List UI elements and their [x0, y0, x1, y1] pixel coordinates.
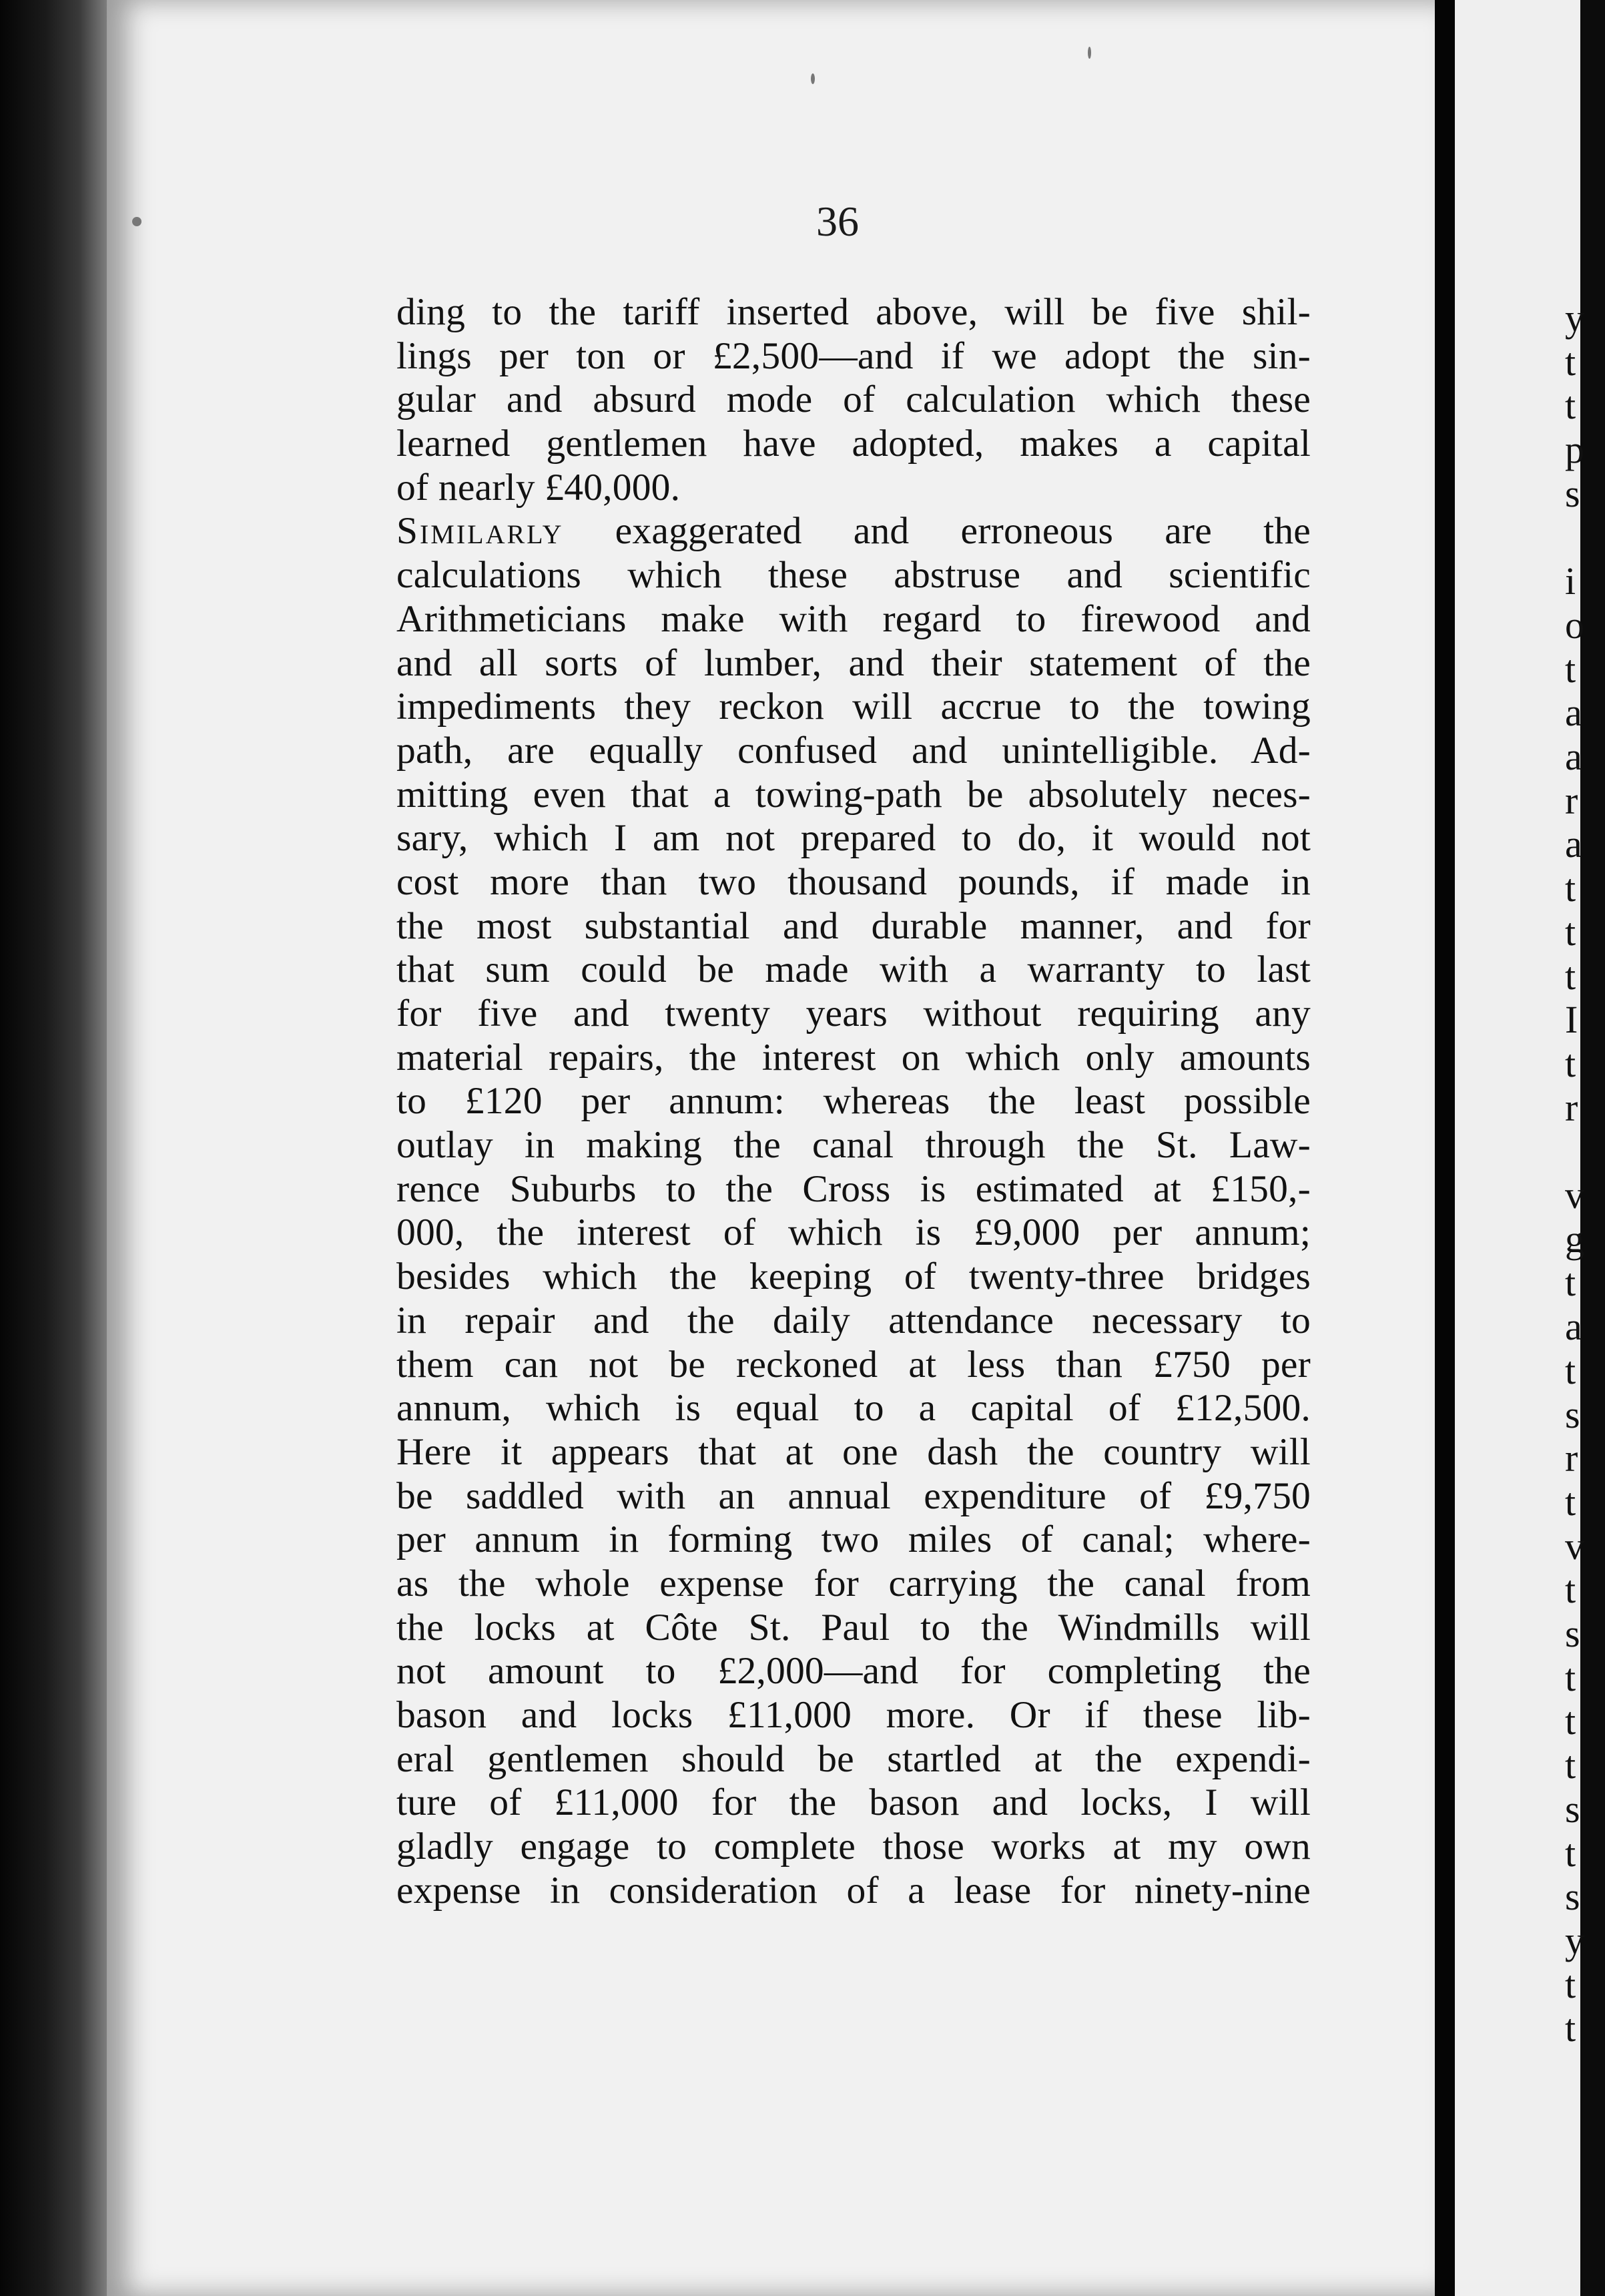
text-line: and all sorts of lumber, and their statement of the	[396, 641, 1311, 684]
text-line: expense in consideration of a lease for ninety-nine	[396, 1869, 1311, 1912]
body-text	[396, 290, 1311, 1912]
text-line: rence Suburbs to the Cross is estimated at £150,-	[396, 1167, 1311, 1210]
text-line: for five and twenty years without requiring any	[396, 992, 1311, 1035]
adjacent-page-letter: y	[1565, 1918, 1584, 1962]
adjacent-page-letter: t	[1565, 1261, 1576, 1305]
text-line: ding to the tariff inserted above, will be five shil-	[396, 291, 1311, 333]
paragraph-first-line	[396, 509, 1311, 553]
paper-speck	[811, 73, 815, 84]
adjacent-page-letter: v	[1565, 1524, 1584, 1568]
text-line: in repair and the daily attendance necessary to	[396, 1299, 1311, 1342]
text-line: eral gentlemen should be startled at the expendi-	[396, 1737, 1311, 1780]
paper-speck	[132, 217, 141, 226]
adjacent-page-letter: s	[1565, 471, 1580, 515]
text-line: the most substantial and durable manner, and for	[396, 904, 1311, 947]
adjacent-page-letter: t	[1565, 1699, 1576, 1743]
text-line: cost more than two thousand pounds, if made in	[396, 860, 1311, 903]
text-line: besides which the keeping of twenty-three bridges	[396, 1255, 1311, 1298]
adjacent-page-letter: t	[1565, 2006, 1576, 2050]
adjacent-page-letter: t	[1565, 1568, 1576, 1612]
adjacent-page-edge	[1455, 0, 1584, 2296]
text-line: not amount to £2,000—and for completing the	[396, 1650, 1311, 1693]
text-line: annum, which is equal to a capital of £12,500.	[396, 1387, 1311, 1430]
text-line: to £120 per annum: whereas the least possible	[396, 1080, 1311, 1123]
adjacent-page-letter: t	[1565, 647, 1576, 691]
text-line: the locks at Côte St. Paul to the Windmills will	[396, 1606, 1311, 1649]
adjacent-page-letter: a	[1565, 691, 1582, 735]
adjacent-page-letter: v	[1565, 1173, 1584, 1217]
text-line: sary, which I am not prepared to do, it would not	[396, 817, 1311, 860]
text-line: bason and locks £11,000 more. Or if these lib-	[396, 1694, 1311, 1736]
text-line: learned gentlemen have adopted, makes a capital	[396, 422, 1311, 465]
adjacent-page-letter: s	[1565, 1612, 1580, 1655]
adjacent-page-letter: t	[1565, 384, 1576, 428]
text-line: that sum could be made with a warranty to last	[396, 948, 1311, 991]
adjacent-page-letter: r	[1565, 1436, 1578, 1480]
adjacent-page-letter: g	[1565, 1217, 1584, 1261]
adjacent-page-letters	[1565, 0, 1605, 2296]
adjacent-page-letter: t	[1565, 1348, 1576, 1392]
page-gutter	[1435, 0, 1455, 2296]
text-line: be saddled with an annual expenditure of £9,750	[396, 1474, 1311, 1517]
text-line: 000, the interest of which is £9,000 per annum;	[396, 1211, 1311, 1254]
adjacent-page-letter: s	[1565, 1392, 1580, 1436]
adjacent-page-letter: i	[1565, 559, 1576, 603]
adjacent-page-letter: s	[1565, 1787, 1580, 1831]
adjacent-page-letter: I	[1565, 998, 1578, 1042]
text-line: ture of £11,000 for the bason and locks, I will	[396, 1781, 1311, 1824]
adjacent-page-letter: t	[1565, 1480, 1576, 1524]
paragraph-opening-word: Similarly	[396, 510, 564, 553]
adjacent-page-letter: a	[1565, 735, 1582, 778]
adjacent-page-letter: r	[1565, 1085, 1578, 1129]
page-number: 36	[816, 198, 859, 245]
text-line: of nearly £40,000.	[396, 466, 681, 509]
text-line: as the whole expense for carrying the canal from	[396, 1562, 1311, 1605]
adjacent-page-letter: t	[1565, 1831, 1576, 1875]
adjacent-page-letter: a	[1565, 822, 1582, 866]
text-line: lings per ton or £2,500—and if we adopt the sin-	[396, 334, 1311, 377]
text-line: them can not be reckoned at less than £750 per	[396, 1343, 1311, 1386]
adjacent-page-letter: r	[1565, 778, 1578, 822]
adjacent-page-letter: t	[1565, 1655, 1576, 1699]
adjacent-page-letter: t	[1565, 1743, 1576, 1787]
text-line: gladly engage to complete those works at my own	[396, 1825, 1311, 1868]
paper-speck	[1088, 47, 1091, 59]
adjacent-page-letter: y	[1565, 296, 1584, 340]
adjacent-page-letter: t	[1565, 1041, 1576, 1085]
adjacent-page-letter: p	[1565, 428, 1584, 472]
text-line: outlay in making the canal through the St. Law-	[396, 1124, 1311, 1167]
text-line: per annum in forming two miles of canal; where-	[396, 1518, 1311, 1561]
text-line-rest: exaggerated and erroneous are the	[615, 510, 1311, 553]
adjacent-page-letter: t	[1565, 910, 1576, 954]
text-line: mitting even that a towing-path be absolutely neces-	[396, 773, 1311, 816]
adjacent-page-letter: a	[1565, 1305, 1582, 1349]
adjacent-page-letter: s	[1565, 1875, 1580, 1919]
text-line: Here it appears that at one dash the country will	[396, 1430, 1311, 1473]
adjacent-page-letter: t	[1565, 340, 1576, 384]
adjacent-page-letter: t	[1565, 866, 1576, 910]
text-line: calculations which these abstruse and scientific	[396, 554, 1311, 597]
text-line: path, are equally confused and unintelligible. Ad-	[396, 729, 1311, 772]
adjacent-page-letter: t	[1565, 1962, 1576, 2006]
text-line: Arithmeticians make with regard to firewood and	[396, 597, 1311, 640]
text-line: material repairs, the interest on which only amounts	[396, 1036, 1311, 1079]
text-line: gular and absurd mode of calculation which these	[396, 378, 1311, 421]
adjacent-page-letter: o	[1565, 603, 1584, 647]
text-line: impediments they reckon will accrue to the towing	[396, 685, 1311, 728]
book-binding-edge	[0, 0, 113, 2296]
adjacent-page-letter: t	[1565, 954, 1576, 998]
